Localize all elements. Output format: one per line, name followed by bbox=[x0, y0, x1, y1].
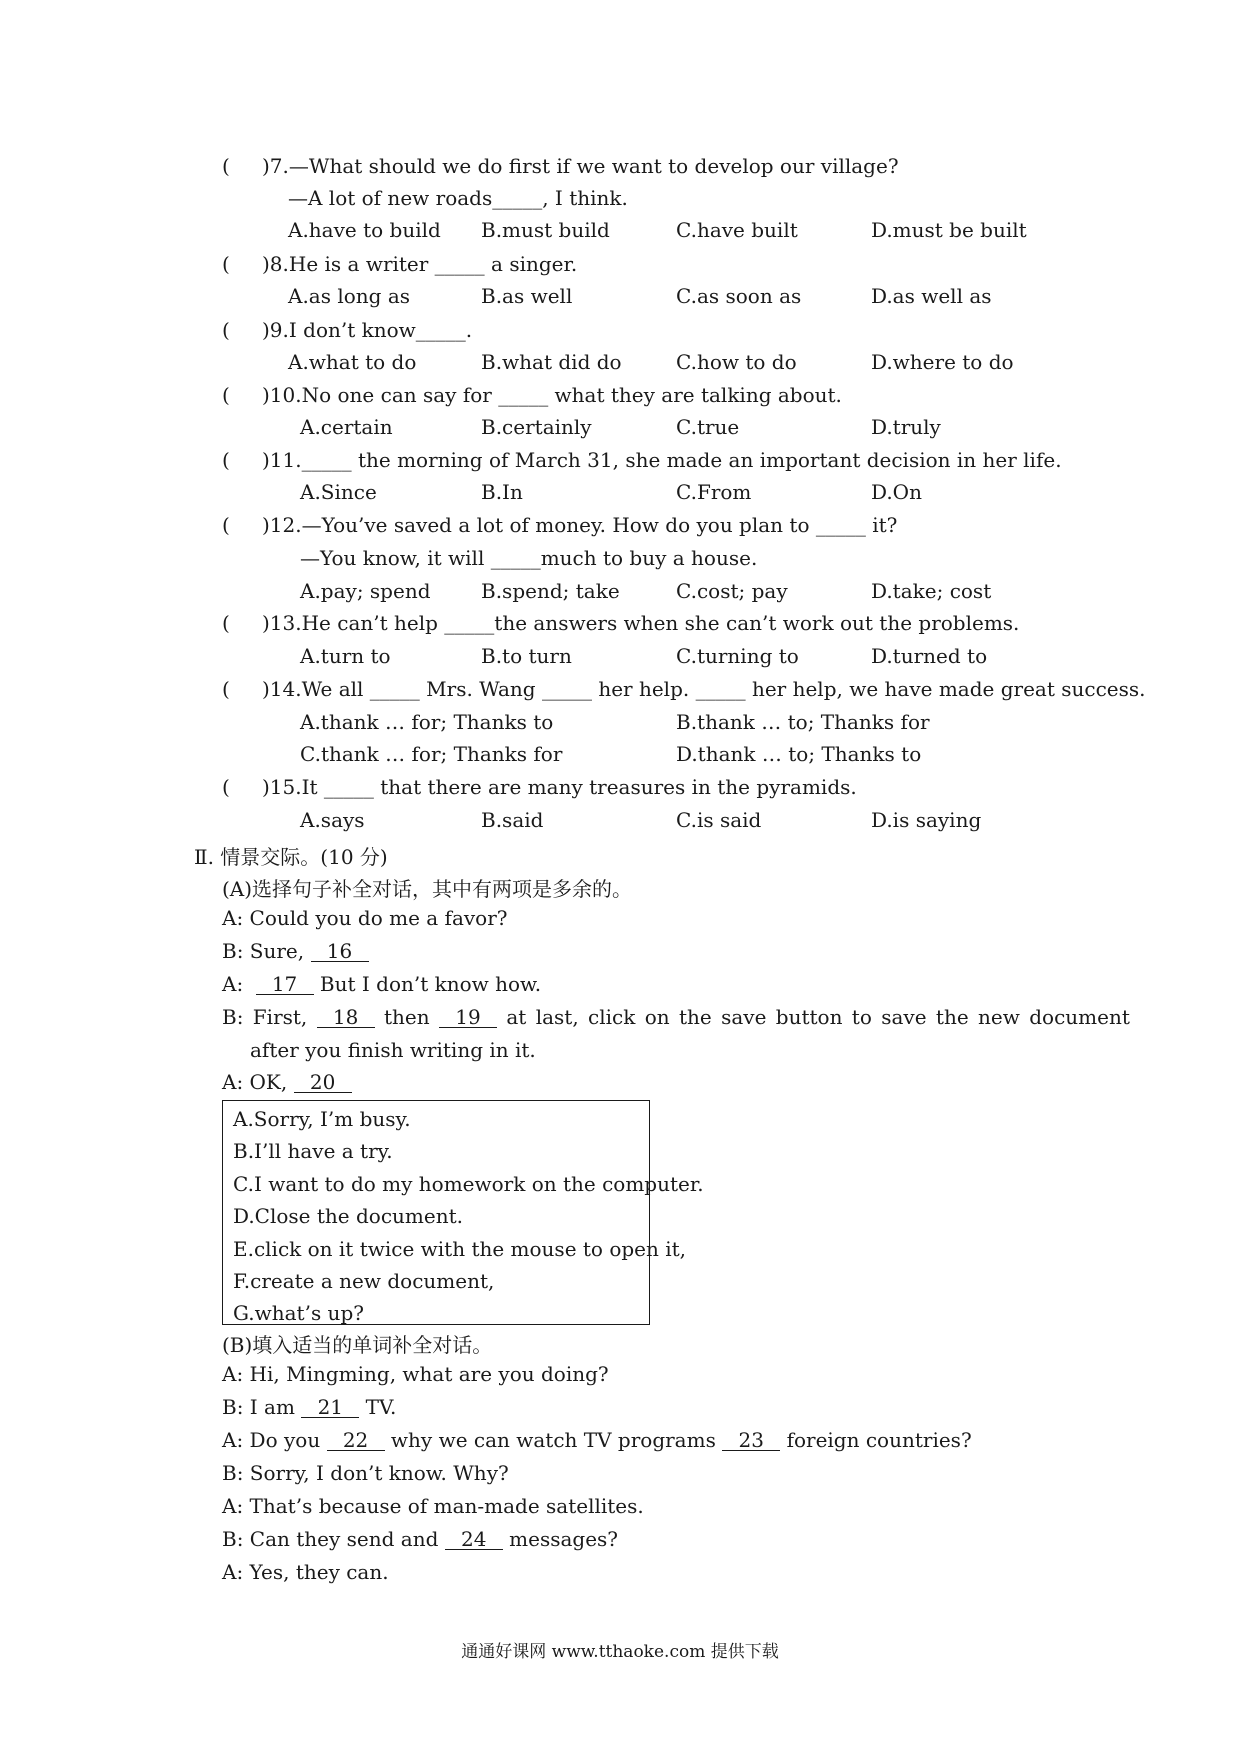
q12-option-a: A.pay; spend bbox=[300, 579, 431, 603]
dialog-text: But I don’t know how. bbox=[319, 972, 542, 996]
q12-option-b: B.spend; take bbox=[481, 579, 620, 603]
q12-paren: ( bbox=[222, 513, 230, 537]
q7-option-b: B.must build bbox=[481, 218, 610, 242]
dialog-text: A: Do you bbox=[222, 1428, 321, 1452]
blank-23[interactable]: 23 bbox=[722, 1430, 780, 1451]
q7-option-c: C.have built bbox=[676, 218, 798, 242]
q14-option-c: C.thank … for; Thanks for bbox=[300, 742, 563, 766]
option-e: E.click on it twice with the mouse to open it, bbox=[233, 1237, 687, 1261]
q12-option-d: D.take; cost bbox=[871, 579, 992, 603]
dialog-a-line-3 bbox=[222, 972, 541, 996]
q13-option-d: D.turned to bbox=[871, 644, 988, 668]
options-box bbox=[222, 1100, 704, 1325]
q10-text: )10.No one can say for _____ what they are talking about. bbox=[262, 383, 842, 407]
q8-option-a: A.as long as bbox=[288, 284, 411, 308]
q8-option-d: D.as well as bbox=[871, 284, 992, 308]
dialog-a-line-5: after you finish writing in it. bbox=[250, 1038, 536, 1062]
q11-option-d: D.On bbox=[871, 480, 922, 504]
q8-text: )8.He is a writer _____ a singer. bbox=[262, 252, 578, 276]
section-title: Ⅱ. 情景交际。(10 分) bbox=[194, 845, 388, 869]
q8-paren: ( bbox=[222, 252, 230, 276]
dialog-text: messages? bbox=[509, 1527, 619, 1551]
dialog-text: A: bbox=[222, 972, 244, 996]
q13-option-b: B.to turn bbox=[481, 644, 572, 668]
q15-option-c: C.is said bbox=[676, 808, 762, 832]
q7-text: )7.—What should we do first if we want to develop our village? bbox=[262, 154, 899, 178]
blank-18[interactable]: 18 bbox=[317, 1007, 375, 1028]
dialog-b-line-7: A: Yes, they can. bbox=[222, 1560, 389, 1584]
dialog-text: A: OK, bbox=[222, 1070, 288, 1094]
q9-option-d: D.where to do bbox=[871, 350, 1014, 374]
q7-option-a: A.have to build bbox=[288, 218, 441, 242]
q10-paren: ( bbox=[222, 383, 230, 407]
dialog-text: B: I am bbox=[222, 1395, 295, 1419]
q14-option-d: D.thank … to; Thanks to bbox=[676, 742, 922, 766]
q9-option-c: C.how to do bbox=[676, 350, 797, 374]
q12-reply: —You know, it will _____much to buy a house. bbox=[300, 546, 758, 570]
q7-reply: —A lot of new roads_____, I think. bbox=[288, 186, 628, 210]
q9-option-b: B.what did do bbox=[481, 350, 622, 374]
blank-17[interactable]: 17 bbox=[256, 974, 314, 995]
q14-paren: ( bbox=[222, 677, 230, 701]
option-c: C.I want to do my homework on the computer. bbox=[233, 1172, 704, 1196]
q15-option-d: D.is saying bbox=[871, 808, 982, 832]
q14-option-b: B.thank … to; Thanks for bbox=[676, 710, 930, 734]
option-b: B.I’ll have a try. bbox=[233, 1139, 393, 1163]
q9-option-a: A.what to do bbox=[288, 350, 417, 374]
q9-paren: ( bbox=[222, 318, 230, 342]
q11-option-b: B.In bbox=[481, 480, 523, 504]
q12-option-c: C.cost; pay bbox=[676, 579, 788, 603]
option-f: F.create a new document, bbox=[233, 1269, 495, 1293]
dialog-text: then bbox=[384, 1005, 430, 1029]
q10-option-d: D.truly bbox=[871, 415, 941, 439]
blank-22[interactable]: 22 bbox=[327, 1430, 385, 1451]
option-g: G.what’s up? bbox=[233, 1301, 364, 1325]
dialog-text: B: Can they send and bbox=[222, 1527, 439, 1551]
footer: 通通好课网 www.tthaoke.com 提供下载 bbox=[461, 1642, 779, 1662]
q15-text: )15.It _____ that there are many treasures in the pyramids. bbox=[262, 775, 857, 799]
q11-text: )11._____ the morning of March 31, she made an important decision in her life. bbox=[262, 448, 1062, 472]
q13-option-c: C.turning to bbox=[676, 644, 799, 668]
q8-option-b: B.as well bbox=[481, 284, 573, 308]
blank-24[interactable]: 24 bbox=[445, 1529, 503, 1550]
q15-option-a: A.says bbox=[300, 808, 365, 832]
q11-paren: ( bbox=[222, 448, 230, 472]
q7-option-d: D.must be built bbox=[871, 218, 1027, 242]
blank-20[interactable]: 20 bbox=[294, 1072, 352, 1093]
dialog-text: TV. bbox=[365, 1395, 397, 1419]
q13-text: )13.He can’t help _____the answers when she can’t work out the problems. bbox=[262, 611, 1020, 635]
q10-option-c: C.true bbox=[676, 415, 740, 439]
q14-text: )14.We all _____ Mrs. Wang _____ her help. _____ her help, we have made great success. bbox=[262, 677, 1146, 701]
part-a-instruction: (A)选择句子补全对话，其中有两项是多余的。 bbox=[222, 877, 633, 901]
q13-option-a: A.turn to bbox=[300, 644, 391, 668]
dialog-b-line-1: A: Hi, Mingming, what are you doing? bbox=[222, 1362, 609, 1386]
option-d: D.Close the document. bbox=[233, 1204, 463, 1228]
dialog-a-line-2 bbox=[222, 939, 369, 963]
dialog-text: B: Sure, bbox=[222, 939, 305, 963]
dialog-b-line-3 bbox=[222, 1428, 972, 1452]
q10-option-b: B.certainly bbox=[481, 415, 592, 439]
dialog-b-line-5: A: That’s because of man-made satellites. bbox=[222, 1494, 644, 1518]
q11-option-c: C.From bbox=[676, 480, 752, 504]
q13-paren: ( bbox=[222, 611, 230, 635]
q15-option-b: B.said bbox=[481, 808, 544, 832]
q15-paren: ( bbox=[222, 775, 230, 799]
dialog-text: B: First, bbox=[222, 1005, 308, 1029]
q14-option-a: A.thank … for; Thanks to bbox=[300, 710, 554, 734]
q8-option-c: C.as soon as bbox=[676, 284, 802, 308]
dialog-b-line-4: B: Sorry, I don’t know. Why? bbox=[222, 1461, 509, 1485]
q10-option-a: A.certain bbox=[300, 415, 393, 439]
dialog-a-line-4 bbox=[222, 1005, 1130, 1029]
dialog-text: at last, click on the save button to save the new document bbox=[506, 1005, 1130, 1029]
q11-option-a: A.Since bbox=[300, 480, 377, 504]
blank-19[interactable]: 19 bbox=[439, 1007, 497, 1028]
q12-text: )12.—You’ve saved a lot of money. How do you plan to _____ it? bbox=[262, 513, 898, 537]
blank-21[interactable]: 21 bbox=[301, 1397, 359, 1418]
dialog-b-line-2 bbox=[222, 1395, 396, 1419]
dialog-b-line-6 bbox=[222, 1527, 618, 1551]
dialog-text: foreign countries? bbox=[786, 1428, 972, 1452]
dialog-text: why we can watch TV programs bbox=[390, 1428, 716, 1452]
part-b-instruction: (B)填入适当的单词补全对话。 bbox=[222, 1333, 493, 1357]
q7-paren: ( bbox=[222, 154, 230, 178]
q9-text: )9.I don’t know_____. bbox=[262, 318, 473, 342]
dialog-a-line-1: A: Could you do me a favor? bbox=[222, 906, 508, 930]
option-a: A.Sorry, I’m busy. bbox=[233, 1107, 411, 1131]
dialog-a-line-6 bbox=[222, 1070, 352, 1094]
blank-16[interactable]: 16 bbox=[311, 941, 369, 962]
